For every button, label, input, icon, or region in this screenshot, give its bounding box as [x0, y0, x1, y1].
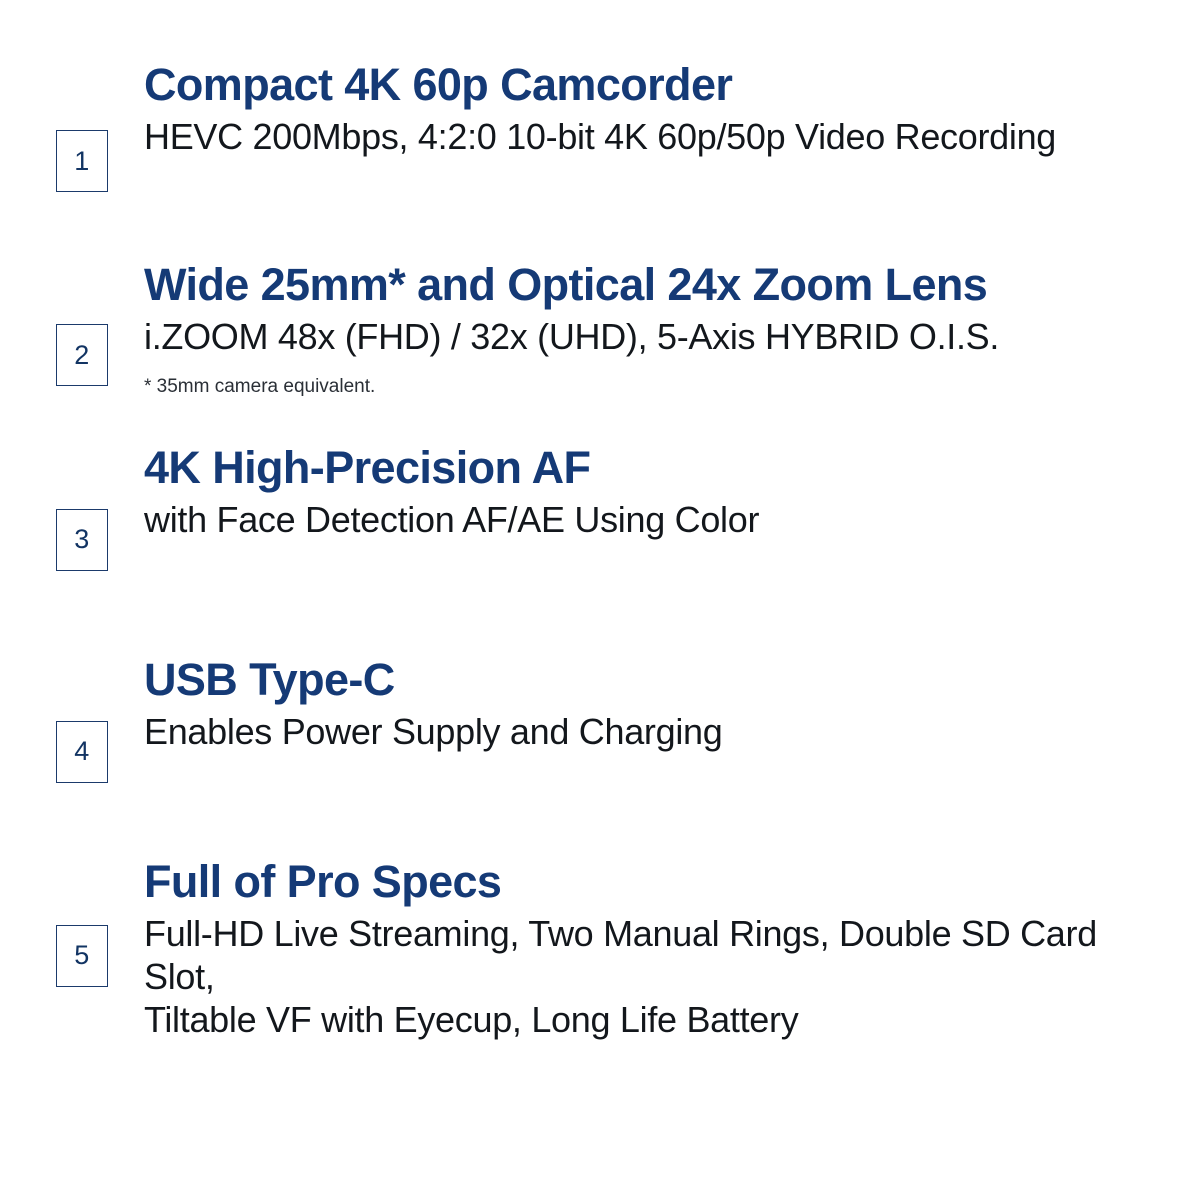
feature-subtitle-line1: Full-HD Live Streaming, Two Manual Rings, Double SD Card Slot, [144, 912, 1097, 997]
feature-subtitle-line2: Tiltable VF with Eyecup, Long Life Battery [144, 998, 799, 1040]
feature-number-badge [56, 925, 108, 987]
feature-subtitle [144, 115, 1156, 158]
feature-number: 2 [74, 339, 90, 370]
feature-footnote: * 35mm camera equivalent. [144, 375, 376, 397]
feature-subtitle-line1: i.ZOOM 48x (FHD) / 32x (UHD), 5-Axis HYBRID O.I.S. [144, 315, 1000, 357]
feature-title: USB Type-C [144, 653, 395, 705]
feature-number-badge [56, 130, 108, 192]
feature-item [56, 259, 1156, 399]
feature-subtitle [144, 315, 1156, 358]
feature-number: 4 [74, 736, 90, 767]
feature-body [108, 653, 1156, 753]
feature-subtitle-line1: with Face Detection AF/AE Using Color [144, 498, 760, 540]
feature-subtitle [144, 498, 1156, 541]
feature-title: Wide 25mm* and Optical 24x Zoom Lens [144, 259, 988, 310]
feature-body [108, 855, 1156, 1041]
feature-body [108, 259, 1156, 399]
feature-list [56, 59, 1156, 1041]
feature-item [56, 59, 1156, 192]
feature-number: 1 [74, 145, 90, 176]
feature-subtitle [144, 912, 1156, 1042]
feature-number-badge [56, 721, 108, 783]
feature-title: Compact 4K 60p Camcorder [144, 59, 733, 110]
feature-subtitle-line1: HEVC 200Mbps, 4:2:0 10-bit 4K 60p/50p Video Recording [144, 115, 1057, 157]
feature-title: Full of Pro Specs [144, 855, 502, 907]
feature-title: 4K High-Precision AF [144, 441, 591, 493]
feature-number: 3 [74, 524, 90, 555]
feature-subtitle-line1: Enables Power Supply and Charging [144, 710, 723, 752]
feature-body [108, 441, 1156, 541]
feature-number-badge [56, 509, 108, 571]
feature-item [56, 653, 1156, 783]
feature-subtitle [144, 710, 1156, 753]
feature-number: 5 [74, 940, 90, 971]
feature-item [56, 855, 1156, 1041]
feature-number-badge [56, 324, 108, 386]
feature-item [56, 441, 1156, 571]
feature-body [108, 59, 1156, 158]
